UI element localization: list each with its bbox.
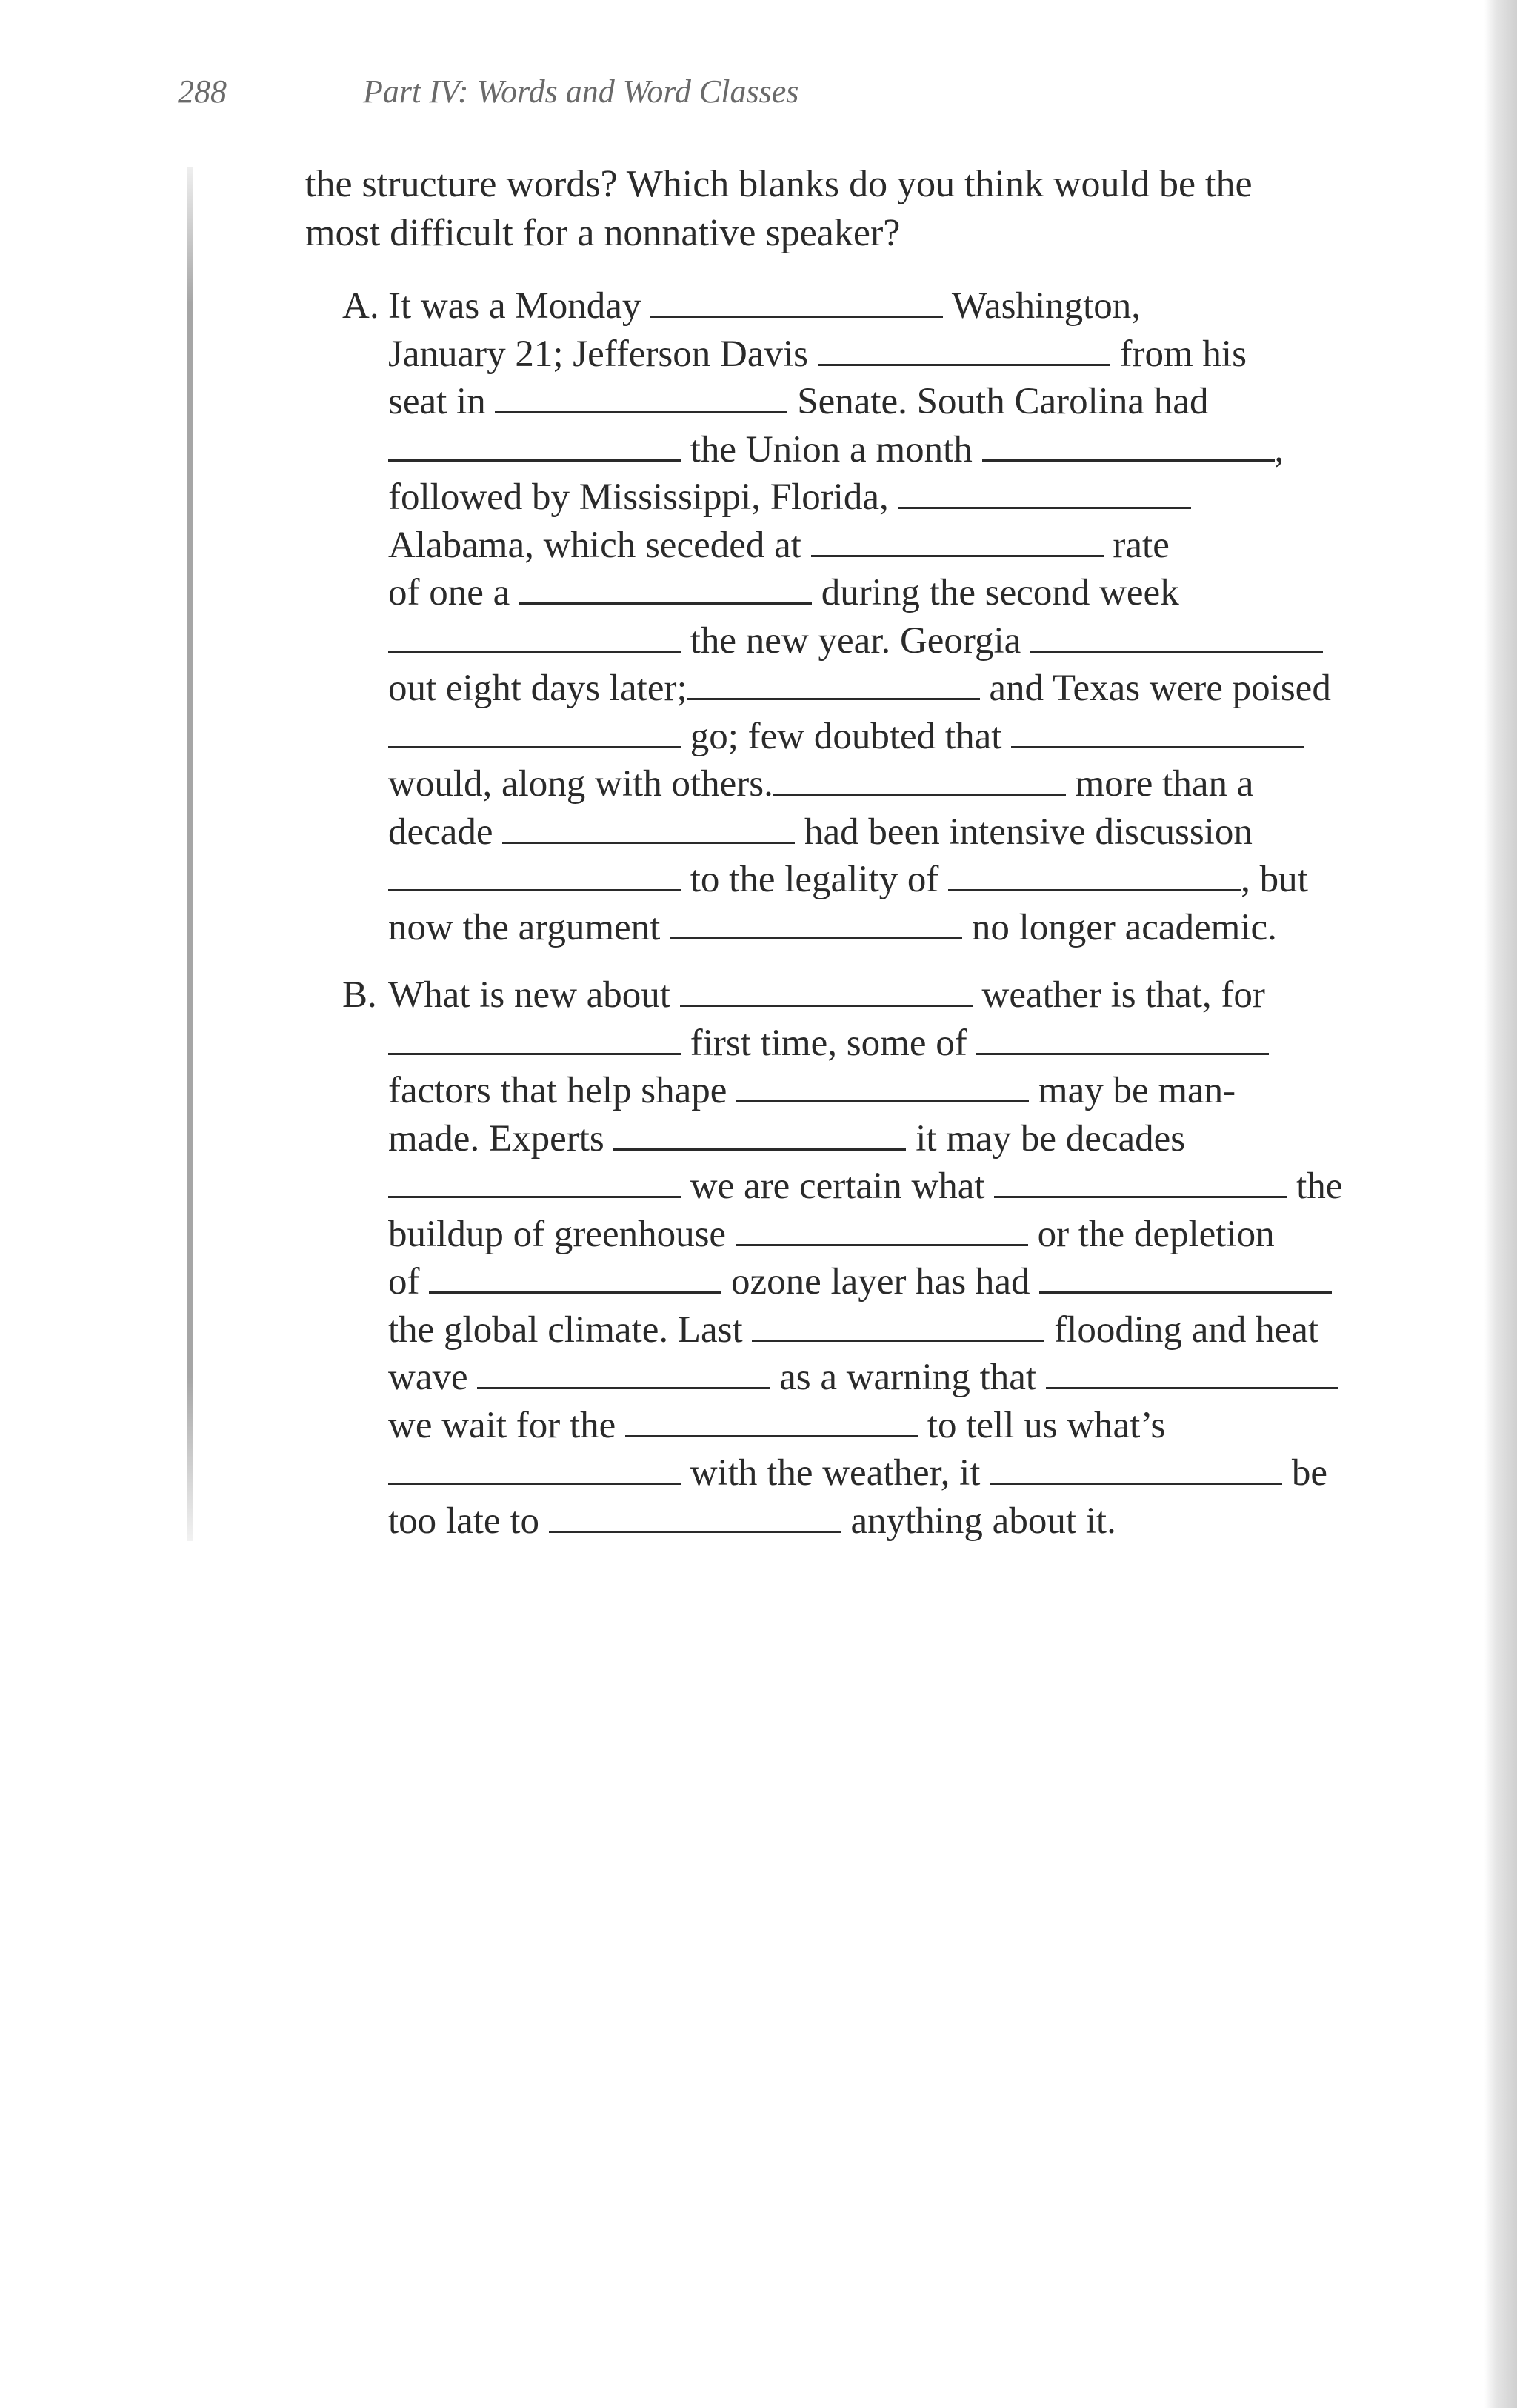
exercise-line [342,760,1438,808]
exercise-line [342,1211,1438,1259]
exercise-line [342,426,1438,474]
line-text: had been intensive discussion [795,811,1253,853]
fill-in-blank[interactable] [736,1068,1029,1102]
line-text: and Texas were poised [979,668,1331,709]
line-text: too late to [388,1500,549,1542]
exercise-line [342,522,1438,570]
line-text: made. Experts [388,1117,614,1160]
line-text: of [388,1261,430,1303]
line-text: rate [1103,524,1170,566]
line-text: the Union a month [681,428,982,470]
intro-line: the structure words? Which blanks do you think would be the [305,163,1253,205]
line-text: the global climate. Last [388,1308,753,1351]
page-edge-shadow [1484,0,1517,2408]
line-text: be [1282,1452,1328,1494]
exercise-line [342,1402,1438,1450]
line-text: , [1274,428,1284,470]
line-text: we are certain what [681,1165,995,1207]
line-text: seat in [388,381,496,422]
exercise-line [342,378,1438,426]
line-text: go; few doubted that [681,715,1012,757]
margin-rule [187,167,193,1541]
fill-in-blank[interactable] [519,570,812,605]
fill-in-blank[interactable] [388,618,681,653]
line-text: , but [1241,859,1308,900]
fill-in-blank[interactable] [388,857,681,891]
fill-in-blank[interactable] [752,1307,1044,1342]
exercise-line [342,904,1438,952]
fill-in-blank[interactable] [680,972,973,1007]
fill-in-blank[interactable] [388,1020,681,1055]
intro-line: most difficult for a nonnative speaker? [305,212,901,254]
line-text: now the argument [388,906,670,948]
line-text: out eight days later; [388,668,687,709]
fill-in-blank[interactable] [388,1450,681,1485]
exercise-line [342,808,1438,857]
line-text: Alabama, which seceded at [388,524,811,566]
line-text: decade [388,811,503,853]
line-text: would, along with others. [388,763,773,805]
fill-in-blank[interactable] [388,1163,681,1198]
page-number: 288 [178,73,227,110]
fill-in-blank[interactable] [613,1116,906,1151]
exercise-line [342,1497,1438,1546]
line-text: no longer academic. [962,906,1277,948]
line-text: first time, some of [681,1022,977,1064]
fill-in-blank[interactable] [1039,1259,1332,1294]
fill-in-blank[interactable] [994,1163,1287,1198]
line-text: January 21; Jefferson Davis [388,333,818,375]
exercise-line [342,1115,1438,1163]
line-text: buildup of greenhouse [388,1213,736,1255]
exercise-line [342,971,1438,1020]
fill-in-blank[interactable] [976,1020,1269,1055]
exercise-line [342,1067,1438,1115]
line-text: What is new about [388,974,680,1016]
fill-in-blank[interactable] [990,1450,1282,1485]
exercise-label: B. [342,974,377,1016]
fill-in-blank[interactable] [773,761,1066,796]
exercise-a [342,282,1438,951]
fill-in-blank[interactable] [736,1211,1028,1246]
line-text: wave [388,1357,478,1398]
exercise-line [342,665,1438,713]
fill-in-blank[interactable] [687,665,980,700]
line-text: weather is that, for [972,974,1265,1016]
part-title: Part IV: Words and Word Classes [363,73,799,110]
fill-in-blank[interactable] [650,283,943,318]
fill-in-blank[interactable] [811,522,1104,557]
fill-in-blank[interactable] [948,857,1241,891]
line-text: Washington, [943,285,1141,327]
line-text: more than a [1065,763,1254,805]
line-text: it may be decades [906,1117,1186,1160]
exercise-line [342,569,1438,617]
fill-in-blank[interactable] [502,809,795,844]
exercise-line [342,1354,1438,1402]
fill-in-blank[interactable] [495,379,787,413]
exercise-line [342,713,1438,761]
exercise-line [342,856,1438,904]
line-text: flooding and heat [1044,1308,1319,1351]
line-text: anything about it. [841,1500,1116,1542]
line-text: during the second week [812,572,1179,613]
line-text: factors that help shape [388,1070,737,1111]
fill-in-blank[interactable] [625,1403,918,1437]
line-text: the new year. Georgia [681,619,1031,662]
fill-in-blank[interactable] [477,1354,770,1389]
line-text: Senate. South Carolina had [787,381,1209,422]
intro-paragraph [305,160,1431,258]
fill-in-blank[interactable] [429,1259,721,1294]
line-text: we wait for the [388,1404,626,1446]
exercise-line [342,617,1438,665]
line-text: as a warning that [770,1357,1046,1398]
line-text: ozone layer has had [721,1261,1040,1303]
line-text: the [1287,1165,1343,1207]
exercise-line [342,282,1438,330]
fill-in-blank[interactable] [670,905,962,939]
line-text: to the legality of [681,859,949,900]
fill-in-blank[interactable] [1011,714,1304,748]
line-text: from his [1110,333,1247,375]
line-text: may be man- [1029,1070,1236,1111]
fill-in-blank[interactable] [1046,1354,1338,1389]
fill-in-blank[interactable] [818,331,1110,366]
fill-in-blank[interactable] [982,427,1275,462]
line-text: with the weather, it [681,1452,990,1494]
exercise-b [342,971,1438,1545]
fill-in-blank[interactable] [388,714,681,748]
fill-in-blank[interactable] [898,474,1191,509]
line-text: to tell us what’s [918,1404,1166,1446]
exercise-label: A. [342,285,379,327]
running-head [178,73,1363,117]
line-text: followed by Mississippi, Florida, [388,476,898,518]
line-text: It was a Monday [388,285,651,327]
exercise-line [342,1306,1438,1354]
line-text: of one a [388,572,520,613]
fill-in-blank[interactable] [1030,618,1323,653]
fill-in-blank[interactable] [549,1498,841,1533]
exercise-line [342,1258,1438,1306]
exercise-line [342,1163,1438,1211]
exercise-line [342,1449,1438,1497]
fill-in-blank[interactable] [388,427,681,462]
line-text: or the depletion [1027,1213,1275,1255]
exercise-line [342,473,1438,522]
exercise-line [342,1020,1438,1068]
exercise-line [342,330,1438,379]
